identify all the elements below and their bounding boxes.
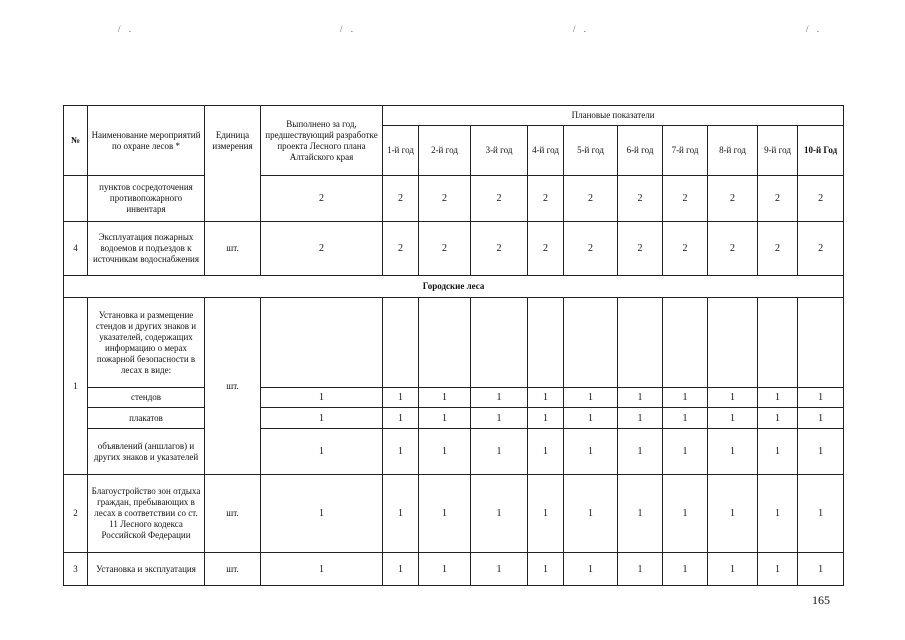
header-year: 2-й год (419, 126, 471, 176)
row-value: 1 (708, 429, 758, 475)
row-value: 1 (758, 429, 798, 475)
row-value: 1 (528, 388, 564, 408)
header-year: 4-й год (528, 126, 564, 176)
row-value: 1 (471, 408, 528, 429)
row-value: 1 (663, 475, 708, 553)
row-value: 1 (663, 408, 708, 429)
row-value: 2 (419, 222, 471, 276)
top-mark: / . (340, 24, 357, 34)
table-row (64, 429, 844, 475)
row-value: 1 (618, 475, 663, 553)
row-value: 1 (471, 553, 528, 586)
row-value (663, 298, 708, 388)
table-row (64, 222, 844, 276)
row-value (758, 298, 798, 388)
row-value: 1 (618, 429, 663, 475)
row-value (618, 298, 663, 388)
row-unit: шт. (205, 553, 261, 586)
row-done: 1 (261, 429, 383, 475)
row-value: 2 (618, 222, 663, 276)
row-value: 1 (564, 408, 618, 429)
row-value (564, 298, 618, 388)
row-value (798, 298, 844, 388)
header-year: 1-й год (383, 126, 419, 176)
row-done: 1 (261, 475, 383, 553)
header-name: Наименование мероприятий по охране лесов * (88, 106, 205, 176)
row-value: 1 (564, 553, 618, 586)
header-done: Выполнено за год, предшествующий разработке проекта Лесного плана Алтайского края (261, 106, 383, 176)
section-title: Городские леса (64, 276, 844, 298)
row-unit: шт. (205, 222, 261, 276)
row-value: 1 (419, 475, 471, 553)
row-number: 1 (64, 298, 88, 475)
row-value: 1 (758, 553, 798, 586)
row-value: 2 (798, 222, 844, 276)
row-value: 1 (383, 553, 419, 586)
row-value: 2 (708, 222, 758, 276)
header-year: 10-й Год (798, 126, 844, 176)
row-value: 1 (383, 429, 419, 475)
row-value: 1 (471, 388, 528, 408)
top-mark: / . (118, 24, 135, 34)
table-row (64, 298, 844, 388)
row-value: 2 (564, 222, 618, 276)
header-year: 7-й год (663, 126, 708, 176)
table-row (64, 475, 844, 553)
row-value: 2 (528, 176, 564, 222)
row-done: 1 (261, 388, 383, 408)
row-name: стендов (88, 388, 205, 408)
header-year: 8-й год (708, 126, 758, 176)
row-number: 4 (64, 222, 88, 276)
row-value: 1 (708, 475, 758, 553)
row-value: 1 (758, 388, 798, 408)
row-value: 1 (419, 408, 471, 429)
row-unit: шт. (205, 475, 261, 553)
row-name: Эксплуатация пожарных водоемов и подъездов к источникам водоснабжения (88, 222, 205, 276)
row-value: 1 (798, 475, 844, 553)
row-value: 2 (528, 222, 564, 276)
row-value: 1 (564, 388, 618, 408)
row-value: 1 (419, 429, 471, 475)
row-value: 2 (663, 222, 708, 276)
row-done: 2 (261, 222, 383, 276)
row-value: 2 (383, 176, 419, 222)
row-value (383, 298, 419, 388)
row-done: 1 (261, 408, 383, 429)
row-value (708, 298, 758, 388)
header-year: 6-й год (618, 126, 663, 176)
table-row (64, 176, 844, 222)
row-value: 1 (618, 388, 663, 408)
row-value: 1 (663, 429, 708, 475)
row-value: 2 (383, 222, 419, 276)
row-number: 2 (64, 475, 88, 553)
row-done: 1 (261, 553, 383, 586)
row-value: 1 (564, 429, 618, 475)
row-done: 2 (261, 176, 383, 222)
row-name: Установка и эксплуатация (88, 553, 205, 586)
row-unit: шт. (205, 298, 261, 475)
header-number: № (64, 106, 88, 176)
header-year: 3-й год (471, 126, 528, 176)
row-value: 1 (708, 388, 758, 408)
row-value: 1 (383, 408, 419, 429)
row-number: 3 (64, 553, 88, 586)
row-value: 1 (528, 429, 564, 475)
section-row (64, 276, 844, 298)
row-value: 1 (528, 475, 564, 553)
row-value: 1 (618, 553, 663, 586)
row-value: 1 (383, 388, 419, 408)
row-value: 1 (758, 408, 798, 429)
header-year: 5-й год (564, 126, 618, 176)
row-value: 1 (663, 388, 708, 408)
row-value: 2 (708, 176, 758, 222)
row-value: 1 (708, 553, 758, 586)
row-name: Установка и размещение стендов и других знаков и указателей, содержащих информацию о мерах пожарной безопасности в лесах в виде: (88, 298, 205, 388)
row-unit (205, 176, 261, 222)
row-value: 2 (758, 222, 798, 276)
row-value: 2 (798, 176, 844, 222)
row-value: 1 (798, 553, 844, 586)
row-name: плакатов (88, 408, 205, 429)
header-unit: Единица измерения (205, 106, 261, 176)
row-value: 1 (419, 553, 471, 586)
row-value: 2 (564, 176, 618, 222)
row-value: 2 (758, 176, 798, 222)
row-name: объявлений (аншлагов) и других знаков и указателей (88, 429, 205, 475)
row-name: Благоустройство зон отдыха граждан, пребывающих в лесах в соответствии со ст. 11 Лесного кодекса Российской Федерации (88, 475, 205, 553)
row-value (419, 298, 471, 388)
row-value: 2 (618, 176, 663, 222)
row-value (471, 298, 528, 388)
row-value: 1 (528, 408, 564, 429)
row-value: 1 (708, 408, 758, 429)
table-row (64, 408, 844, 429)
row-value: 1 (471, 475, 528, 553)
top-mark: / . (573, 24, 590, 34)
page-number: 165 (812, 593, 830, 607)
row-value: 1 (798, 408, 844, 429)
header-plan: Плановые показатели (383, 106, 844, 126)
row-value: 1 (528, 553, 564, 586)
header-row (64, 106, 844, 126)
table-row (64, 553, 844, 586)
table-row (64, 388, 844, 408)
row-value: 1 (758, 475, 798, 553)
row-value: 1 (383, 475, 419, 553)
row-value: 1 (471, 429, 528, 475)
row-name: пунктов сосредоточения противопожарного инвентаря (88, 176, 205, 222)
row-value (528, 298, 564, 388)
row-value: 1 (419, 388, 471, 408)
row-value: 1 (798, 429, 844, 475)
top-mark: / . (806, 24, 823, 34)
row-value: 1 (618, 408, 663, 429)
row-number (64, 176, 88, 222)
row-value: 1 (564, 475, 618, 553)
row-value: 2 (663, 176, 708, 222)
row-value: 2 (471, 222, 528, 276)
forest-protection-table (63, 105, 844, 586)
row-done (261, 298, 383, 388)
header-year: 9-й год (758, 126, 798, 176)
row-value: 2 (471, 176, 528, 222)
row-value: 2 (419, 176, 471, 222)
row-value: 1 (798, 388, 844, 408)
row-value: 1 (663, 553, 708, 586)
